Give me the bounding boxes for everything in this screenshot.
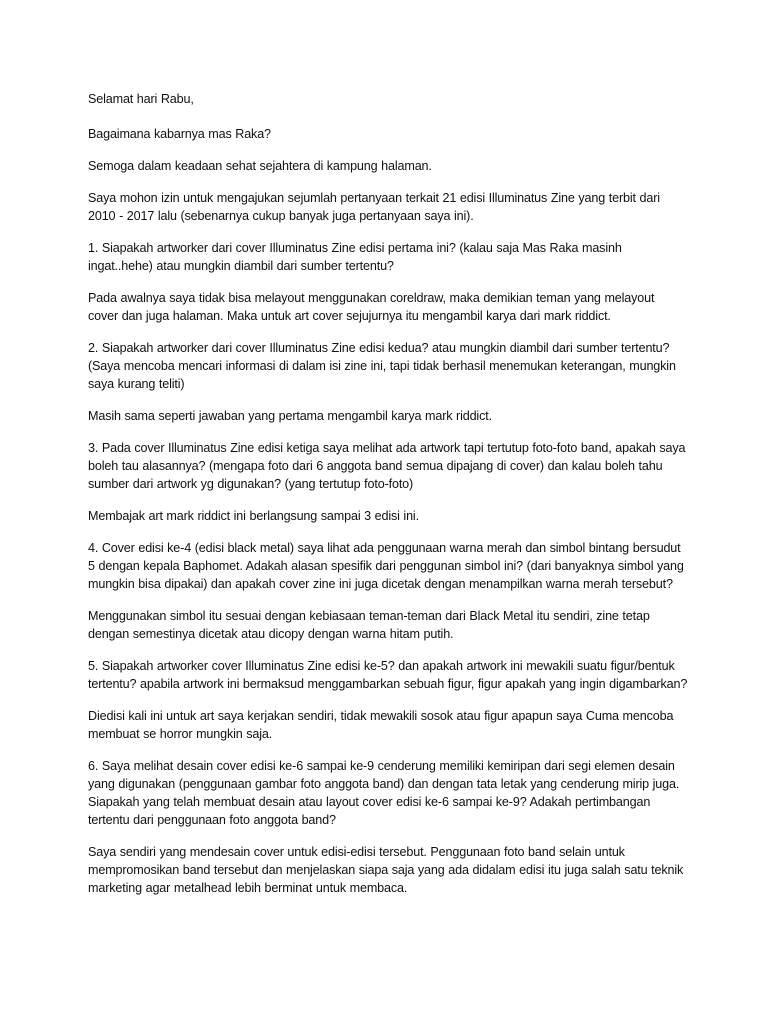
question-5: 5. Siapakah artworker cover Illuminatus Zine edisi ke-5? dan apakah artwork ini mewakili suatu figur/bentuk tertentu? apabila artwork ini bermaksud menggambarkan sebuah figur, figur apakah yang ingin digambarkan?: [88, 659, 688, 691]
question-3: 3. Pada cover Illuminatus Zine edisi ketiga saya melihat ada artwork tapi tertutup foto-foto band, apakah saya boleh tau alasannya? (mengapa foto dari 6 anggota band semua dipajang di cover) dan kalau boleh tahu sumber dari artwork yg digunakan? (yang tertutup foto-foto): [88, 441, 686, 491]
paragraph-4: Saya mohon izin untuk mengajukan sejumlah pertanyaan terkait 21 edisi Illuminatus Zine yang terbit dari 2010 - 2017 lalu (sebenarnya cukup banyak juga pertanyaan saya ini).: [88, 191, 660, 223]
paragraph-3: Semoga dalam keadaan sehat sejahtera di kampung halaman.: [88, 159, 432, 173]
question-6: 6. Saya melihat desain cover edisi ke-6 sampai ke-9 cenderung memiliki kemiripan dari segi elemen desain yang digunakan (penggunaan gambar foto anggota band) dan dengan tata letak yang cenderung mirip juga. Siapakah yang telah membuat desain atau layout cover edisi ke-6 sampai ke-9? Adakah pertimbangan tertentu dari penggunaan foto anggota band?: [88, 759, 680, 827]
answer-4: Menggunakan simbol itu sesuai dengan kebiasaan teman-teman dari Black Metal itu sendiri, zine tetap dengan semestinya dicetak atau dicopy dengan warna hitam putih.: [88, 609, 650, 641]
greeting: Selamat hari Rabu,: [88, 92, 194, 106]
question-1: 1. Siapakah artworker dari cover Illuminatus Zine edisi pertama ini? (kalau saja Mas Raka masinh ingat..hehe) atau mungkin diambil dari sumber tertentu?: [88, 241, 622, 273]
answer-6: Saya sendiri yang mendesain cover untuk edisi-edisi tersebut. Penggunaan foto band selain untuk mempromosikan band tersebut dan menjelaskan siapa saja yang ada didalam edisi itu juga salah satu teknik marketing agar metalhead lebih berminat untuk membaca.: [88, 845, 684, 895]
question-2: 2. Siapakah artworker dari cover Illuminatus Zine edisi kedua? atau mungkin diambil dari sumber tertentu? (Saya mencoba mencari informasi di dalam isi zine ini, tapi tidak berhasil menemukan keterangan, mungkin saya kurang teliti): [88, 341, 676, 391]
question-4: 4. Cover edisi ke-4 (edisi black metal) saya lihat ada penggunaan warna merah dan simbol bintang bersudut 5 dengan kepala Baphomet. Adakah alasan spesifik dari penggunan simbol ini? (dari banyaknya simbol yang mungkin bisa dipakai) dan apakah cover zine ini juga dicetak dengan menampilkan warna merah tersebut?: [88, 541, 684, 591]
answer-3: Membajak art mark riddict ini berlangsung sampai 3 edisi ini.: [88, 509, 419, 523]
paragraph-2: Bagaimana kabarnya mas Raka?: [88, 127, 271, 141]
answer-5: Diedisi kali ini untuk art saya kerjakan sendiri, tidak mewakili sosok atau figur apapun saya Cuma mencoba membuat se horror mungkin saja.: [88, 709, 674, 741]
answer-2: Masih sama seperti jawaban yang pertama mengambil karya mark riddict.: [88, 409, 492, 423]
answer-1: Pada awalnya saya tidak bisa melayout menggunakan coreldraw, maka demikian teman yang melayout cover dan juga halaman. Maka untuk art cover sejujurnya itu mengambil karya dari mark riddict.: [88, 291, 655, 323]
letter-body: [88, 90, 688, 911]
